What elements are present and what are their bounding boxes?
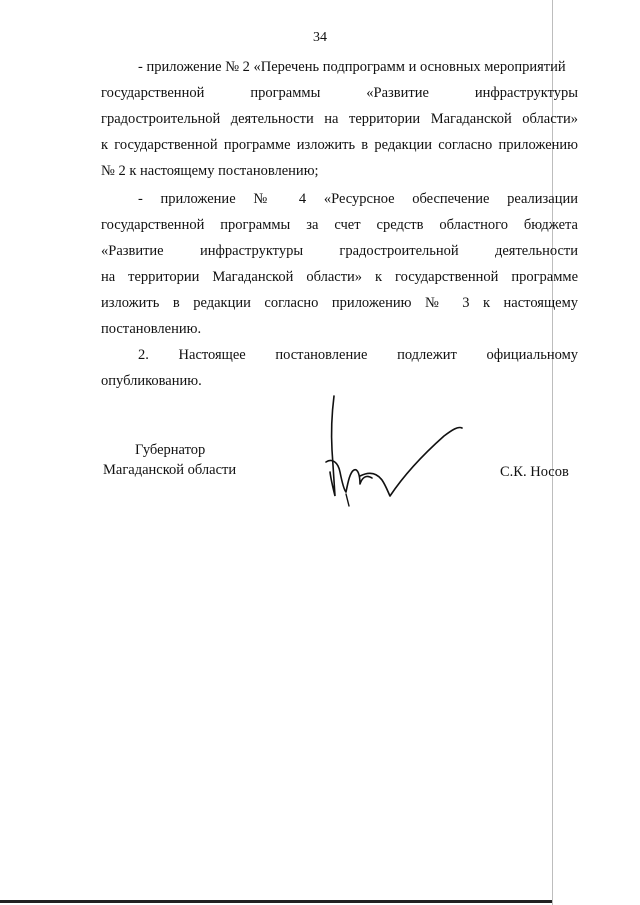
- signatory-name: С.К. Носов: [500, 464, 569, 480]
- signatory-title-line-2: Магаданской области: [103, 462, 237, 478]
- signatory-title-line-1: Губернатор: [135, 442, 206, 458]
- p3-line-1: 2. Настоящее постановление подлежит официальному: [138, 347, 578, 363]
- p3-line-2: опубликованию.: [101, 373, 202, 389]
- p1-line-4: к государственной программе изложить в редакции согласно приложению: [101, 137, 578, 153]
- scan-bottom-edge: [0, 900, 552, 903]
- p2-line-6: постановлению.: [101, 321, 202, 337]
- p1-line-1: - приложение № 2 «Перечень подпрограмм и основных мероприятий: [138, 59, 566, 75]
- p2-line-1: - приложение № 4 «Ресурсное обеспечение реализации: [138, 191, 578, 207]
- p1-line-3: градостроительной деятельности на территории Магаданской области»: [101, 111, 578, 127]
- p2-line-3: «Развитие инфраструктуры градостроительной деятельности: [101, 243, 578, 259]
- p2-line-2: государственной программы за счет средств областного бюджета: [101, 217, 578, 233]
- p1-line-2: государственной программы «Развитие инфраструктуры: [101, 85, 578, 101]
- p2-line-5: изложить в редакции согласно приложению № 3 к настоящему: [101, 295, 578, 311]
- p1-line-5: № 2 к настоящему постановлению;: [101, 163, 319, 179]
- handwritten-signature: [316, 392, 472, 510]
- p2-line-4: на территории Магаданской области» к государственной программе: [101, 269, 578, 285]
- page-number: 34: [313, 30, 327, 45]
